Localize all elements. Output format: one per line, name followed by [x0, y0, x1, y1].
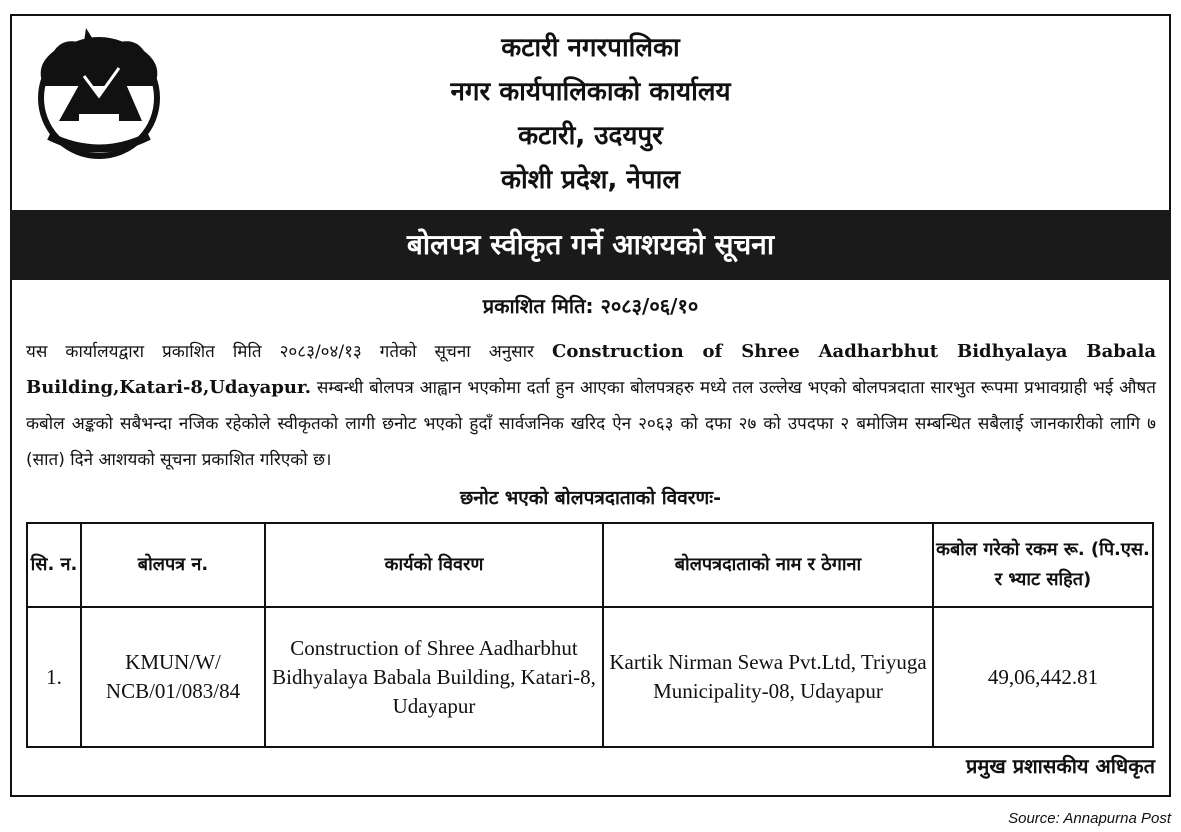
header-work: कार्यको विवरण	[265, 523, 603, 607]
notice-title: बोलपत्र स्वीकृत गर्ने आशयको सूचना	[406, 228, 775, 261]
signatory-title: प्रमुख प्रशासकीय अधिकृत	[966, 754, 1155, 778]
notice-body	[26, 334, 1156, 478]
bidder-table	[26, 522, 1154, 748]
office-address: कटारी, उदयपुर	[518, 121, 663, 151]
cell-sn: 1.	[27, 607, 81, 747]
notice-title-banner	[10, 210, 1171, 280]
source-credit: Source: Annapurna Post	[1008, 810, 1171, 827]
cell-bidder: Kartik Nirman Sewa Pvt.Ltd, Triyuga Municipality-08, Udayapur	[603, 607, 933, 747]
published-date: प्रकाशित मिति: २०८३/०६/१०	[482, 294, 699, 318]
cell-bid-no: KMUN/W/ NCB/01/083/84	[81, 607, 265, 747]
office-header	[190, 26, 991, 202]
office-name: नगर कार्यपालिकाको कार्यालय	[450, 77, 731, 107]
notice-intro: यस कार्यालयद्वारा प्रकाशित मिति २०८३/०४/१३ गतेको सूचना अनुसार	[26, 342, 553, 362]
province-country: कोशी प्रदेश, नेपाल	[501, 165, 680, 195]
cell-work: Construction of Shree Aadharbhut Bidhyalaya Babala Building, Katari-8, Udayapur	[265, 607, 603, 747]
cell-amount: 49,06,442.81	[933, 607, 1153, 747]
header-sn: सि. न.	[27, 523, 81, 607]
header-bid-no: बोलपत्र न.	[81, 523, 265, 607]
table-row	[27, 607, 1153, 747]
table-header-row	[27, 523, 1153, 607]
nepal-emblem-icon	[24, 26, 174, 166]
header-bidder: बोलपत्रदाताको नाम र ठेगाना	[603, 523, 933, 607]
header-amount: कबोल गरेको रकम रू. (पि.एस. र भ्याट सहित)	[933, 523, 1153, 607]
notice-body-text: सम्बन्धी बोलपत्र आह्वान भएकोमा दर्ता हुन आएका बोलपत्रहरु मध्ये तल उल्लेख भएको बोलपत्रदाता सारभुत रूपमा प्रभावग्राही भई औषत कबोल अङ्कको सबैभन्दा नजिक रहेकोले स्वीकृतको लागी छनोट भएको हुदाँ सार्वजनिक खरिद ऐन २०६३ को दफा २७ को उपदफा २ बमोजिम सम्बन्धित सबैलाई जानकारीको लागि ७ (सात) दिने आशयको सूचना प्रकाशित गरिएको छ।	[26, 378, 1156, 470]
project-title: Construction of Shree Aadharbhut Bidhyalaya Babala Building,Katari-8,Udayapur.	[26, 341, 1156, 398]
selected-bidder-heading: छनोट भएको बोलपत्रदाताको विवरणः-	[459, 487, 722, 509]
municipality-name: कटारी नगरपालिका	[501, 33, 680, 63]
